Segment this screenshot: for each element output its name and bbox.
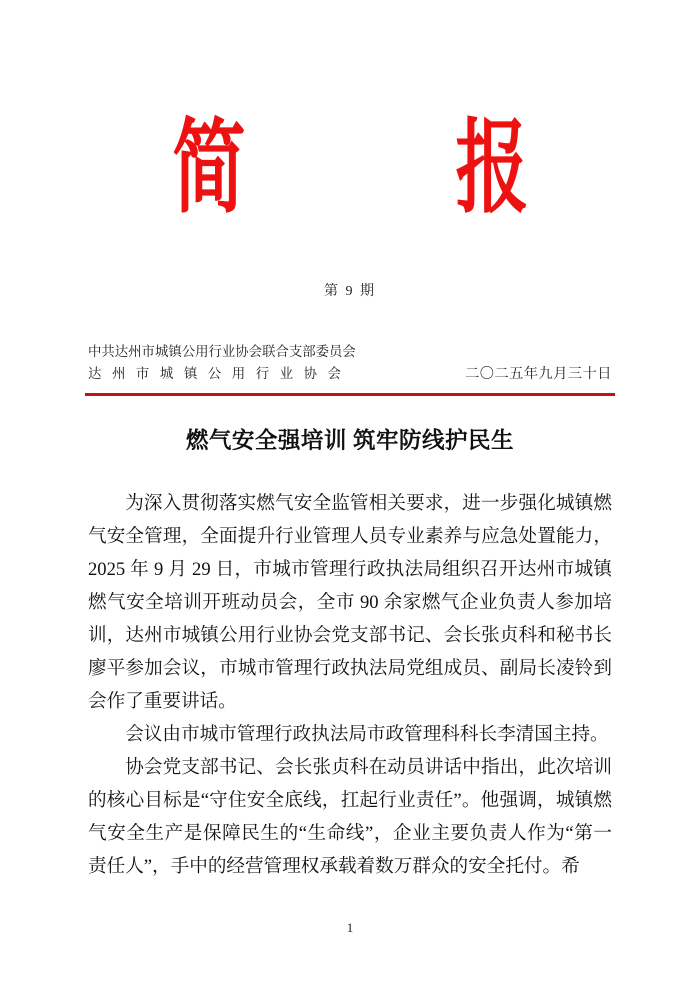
issue-date: 二〇二五年九月三十日 — [465, 366, 612, 382]
org-block — [88, 341, 612, 384]
issue-label: 第 9 期 — [324, 284, 376, 299]
article-title: 燃气安全强培训 筑牢防线护民生 — [185, 428, 515, 453]
org-lines — [88, 341, 356, 384]
body-paragraph-1: 为深入贯彻落实燃气安全监管相关要求，进一步强化城镇燃气安全管理，全面提升行业管理人员专业素养与应急处置能力，2025 年 9 月 29 日，市城市管理行政执法局组织召开达州市城镇燃气安全培训开班动员会，全市 90 余家燃气企业负责人参加培训，达州市城镇公用行业协会党支部书记、会长张贞科和秘书长廖平参加会议，市城市管理行政执法局党组成员、副局长凌铃到会作了重要讲话。 — [88, 493, 612, 712]
org-line-2: 达州市城镇公用行业协会 — [88, 365, 341, 381]
masthead-title-char-left: 简 — [172, 112, 245, 226]
article-body — [88, 487, 612, 883]
body-paragraph-2: 会议由市城市管理行政执法局市政管理科科长李清国主持。 — [125, 724, 609, 745]
org-line-1: 中共达州市城镇公用行业协会联合支部委员会 — [88, 344, 356, 359]
masthead-title-char-right: 报 — [455, 112, 528, 226]
page-number: 1 — [346, 920, 354, 935]
red-rule-divider — [85, 393, 615, 396]
masthead-title — [0, 112, 700, 230]
body-paragraph-3: 协会党支部书记、会长张贞科在动员讲话中指出，此次培训的核心目标是“守住安全底线，扛起行业责任”。他强调，城镇燃气安全生产是保障民生的“生命线”，企业主要负责人作为“第一责任人”，手中的经营管理权承载着数万群众的安全托付。希 — [88, 757, 612, 877]
